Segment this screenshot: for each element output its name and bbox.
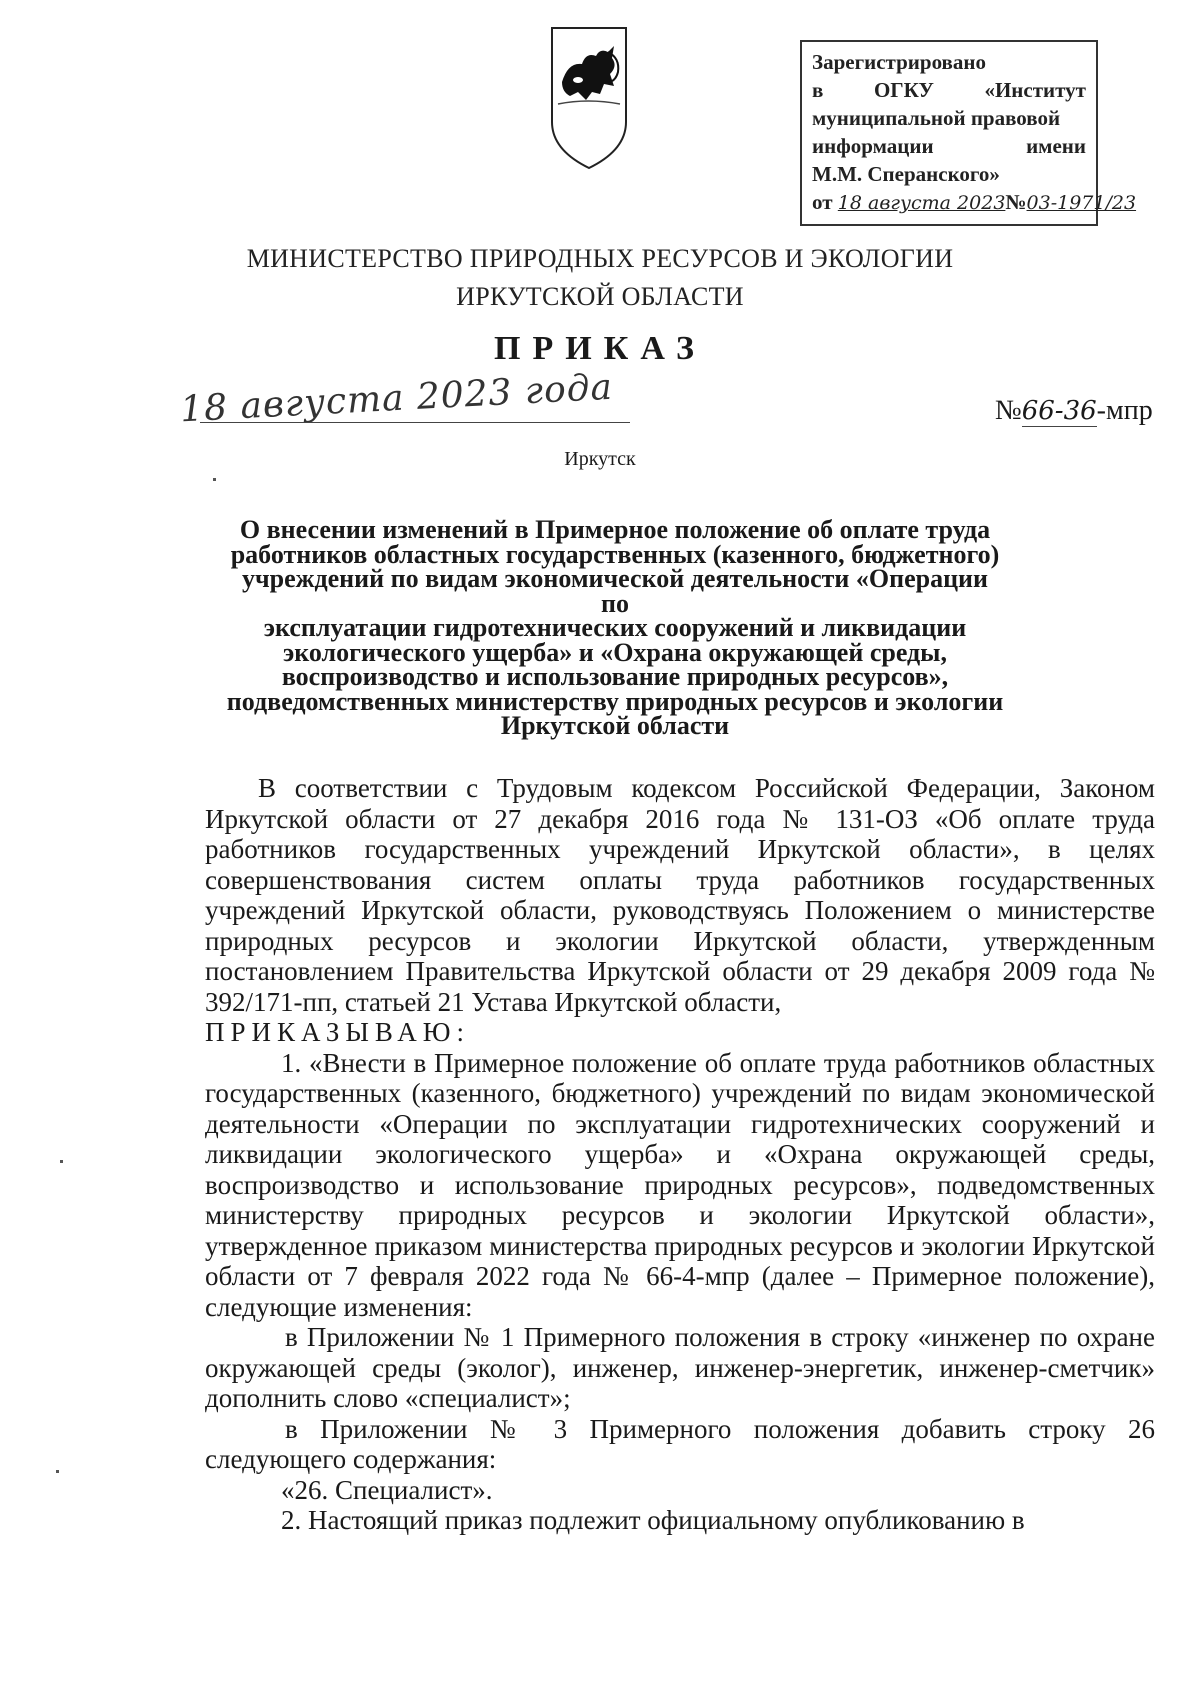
order-subject-heading [225,515,1005,740]
order-number-sign: № [995,395,1022,426]
order-number-suffix: -мпр [1096,395,1153,426]
stamp-line-registered: Зарегистрировано [812,50,986,74]
order-number-handwritten: 66-36 [1021,396,1097,426]
stamp-word-ogku: ОГКУ [873,78,934,102]
subject-line: подведомственных министерству природных ресурсов и экологии [226,686,1004,716]
subject-line: О внесении изменений в Примерное положение об оплате труда [239,515,991,544]
stamp-word-in: в [812,78,824,102]
order-number [995,395,1153,427]
preamble-paragraph: В соответствии с Трудовым кодексом Российской Федерации, Законом Иркутской области от 27 декабря 2016 года № 131-ОЗ «Об оплате труда работников государственных учреждений Иркутской области», в целях совершенствования систем оплаты труда работников государственных учреждений Иркутской области, руководствуясь Положением о министерстве природных ресурсов и экологии Иркутской области, утвержденным постановлением Правительства Иркутской области от 29 декабря 2009 года № 392/171-пп, статьей 21 Устава Иркутской области, [205,773,1155,1017]
stamp-word-institute: «Институт [984,78,1086,102]
scan-speck [213,478,216,481]
order-directive-word: ПРИКАЗЫВАЮ: [205,1017,470,1047]
scan-speck [60,1160,63,1163]
handwritten-order-date: 18 августа 2023 года [179,366,614,431]
stamp-from-label: от [812,190,833,214]
stamp-handwritten-date: 18 августа 2023 [837,192,1006,214]
stamp-line-information [812,132,1086,160]
stamp-line-municipal: муниципальной правовой [812,106,1061,130]
subject-line: воспроизводство и использование природных ресурсов», [281,662,949,691]
ministry-name-line2: ИРКУТСКОЙ ОБЛАСТИ [456,282,744,311]
stamp-handwritten-number: 03-1971/23 [1026,192,1137,214]
subject-line: учреждений по видам экономической деятельности «Операции по [241,564,989,618]
stamp-line-institute [812,76,1086,104]
item-1-appendix-1-paragraph: в Приложении № 1 Примерного положения в строку «инженер по охране окружающей среды (эколог), инженер, инженер-энергетик, инженер-сметчик» дополнить слово «специалист»; [205,1322,1155,1413]
city-name: Иркутск [564,448,636,470]
stamp-line-date-number [812,188,1137,217]
order-body [205,773,1155,1536]
date-underline [200,422,630,423]
document-type-title: ПРИКАЗ [494,330,706,367]
subject-line: Иркутской области [500,711,730,740]
item-2-paragraph: 2. Настоящий приказ подлежит официальному опубликованию в [281,1505,1025,1535]
item-1-appendix-3-paragraph: в Приложении № 3 Примерного положения добавить строку 26 следующего содержания: [205,1413,1155,1474]
coat-of-arms-emblem [548,22,630,172]
stamp-word-named: имени [1026,134,1086,158]
ministry-name-line1: МИНИСТЕРСТВО ПРИРОДНЫХ РЕСУРСОВ И ЭКОЛОГИИ [246,244,954,273]
registration-stamp [800,40,1137,226]
item-1-paragraph: 1. «Внести в Примерное положение об оплате труда работников областных государственных (казенного, бюджетного) учреждений по видам экономической деятельности «Операции по эксплуатации гидротехнических сооружений и ликвидации экологического ущерба» и «Охрана окружающей среды, воспроизводство и использование природных ресурсов», подведомственных министерству природных ресурсов и экологии Иркутской области», утвержденное приказом министерства природных ресурсов и экологии Иркутской области от 7 февраля 2022 года № 66-4-мпр (далее – Примерное положение), следующие изменения: [205,1047,1155,1322]
stamp-word-information: информации [812,134,934,158]
subject-line: эксплуатации гидротехнических сооружений и ликвидации [263,613,967,642]
subject-line: экологического ущерба» и «Охрана окружающей среды, [283,637,947,667]
stamp-number-prefix: № [1005,190,1027,214]
subject-line: работников областных государственных (казенного, бюджетного) [230,539,1000,569]
item-1-new-row-paragraph: «26. Специалист». [281,1474,493,1505]
stamp-line-speransky: М.М. Сперанского» [812,162,1000,186]
scan-speck [56,1470,59,1473]
